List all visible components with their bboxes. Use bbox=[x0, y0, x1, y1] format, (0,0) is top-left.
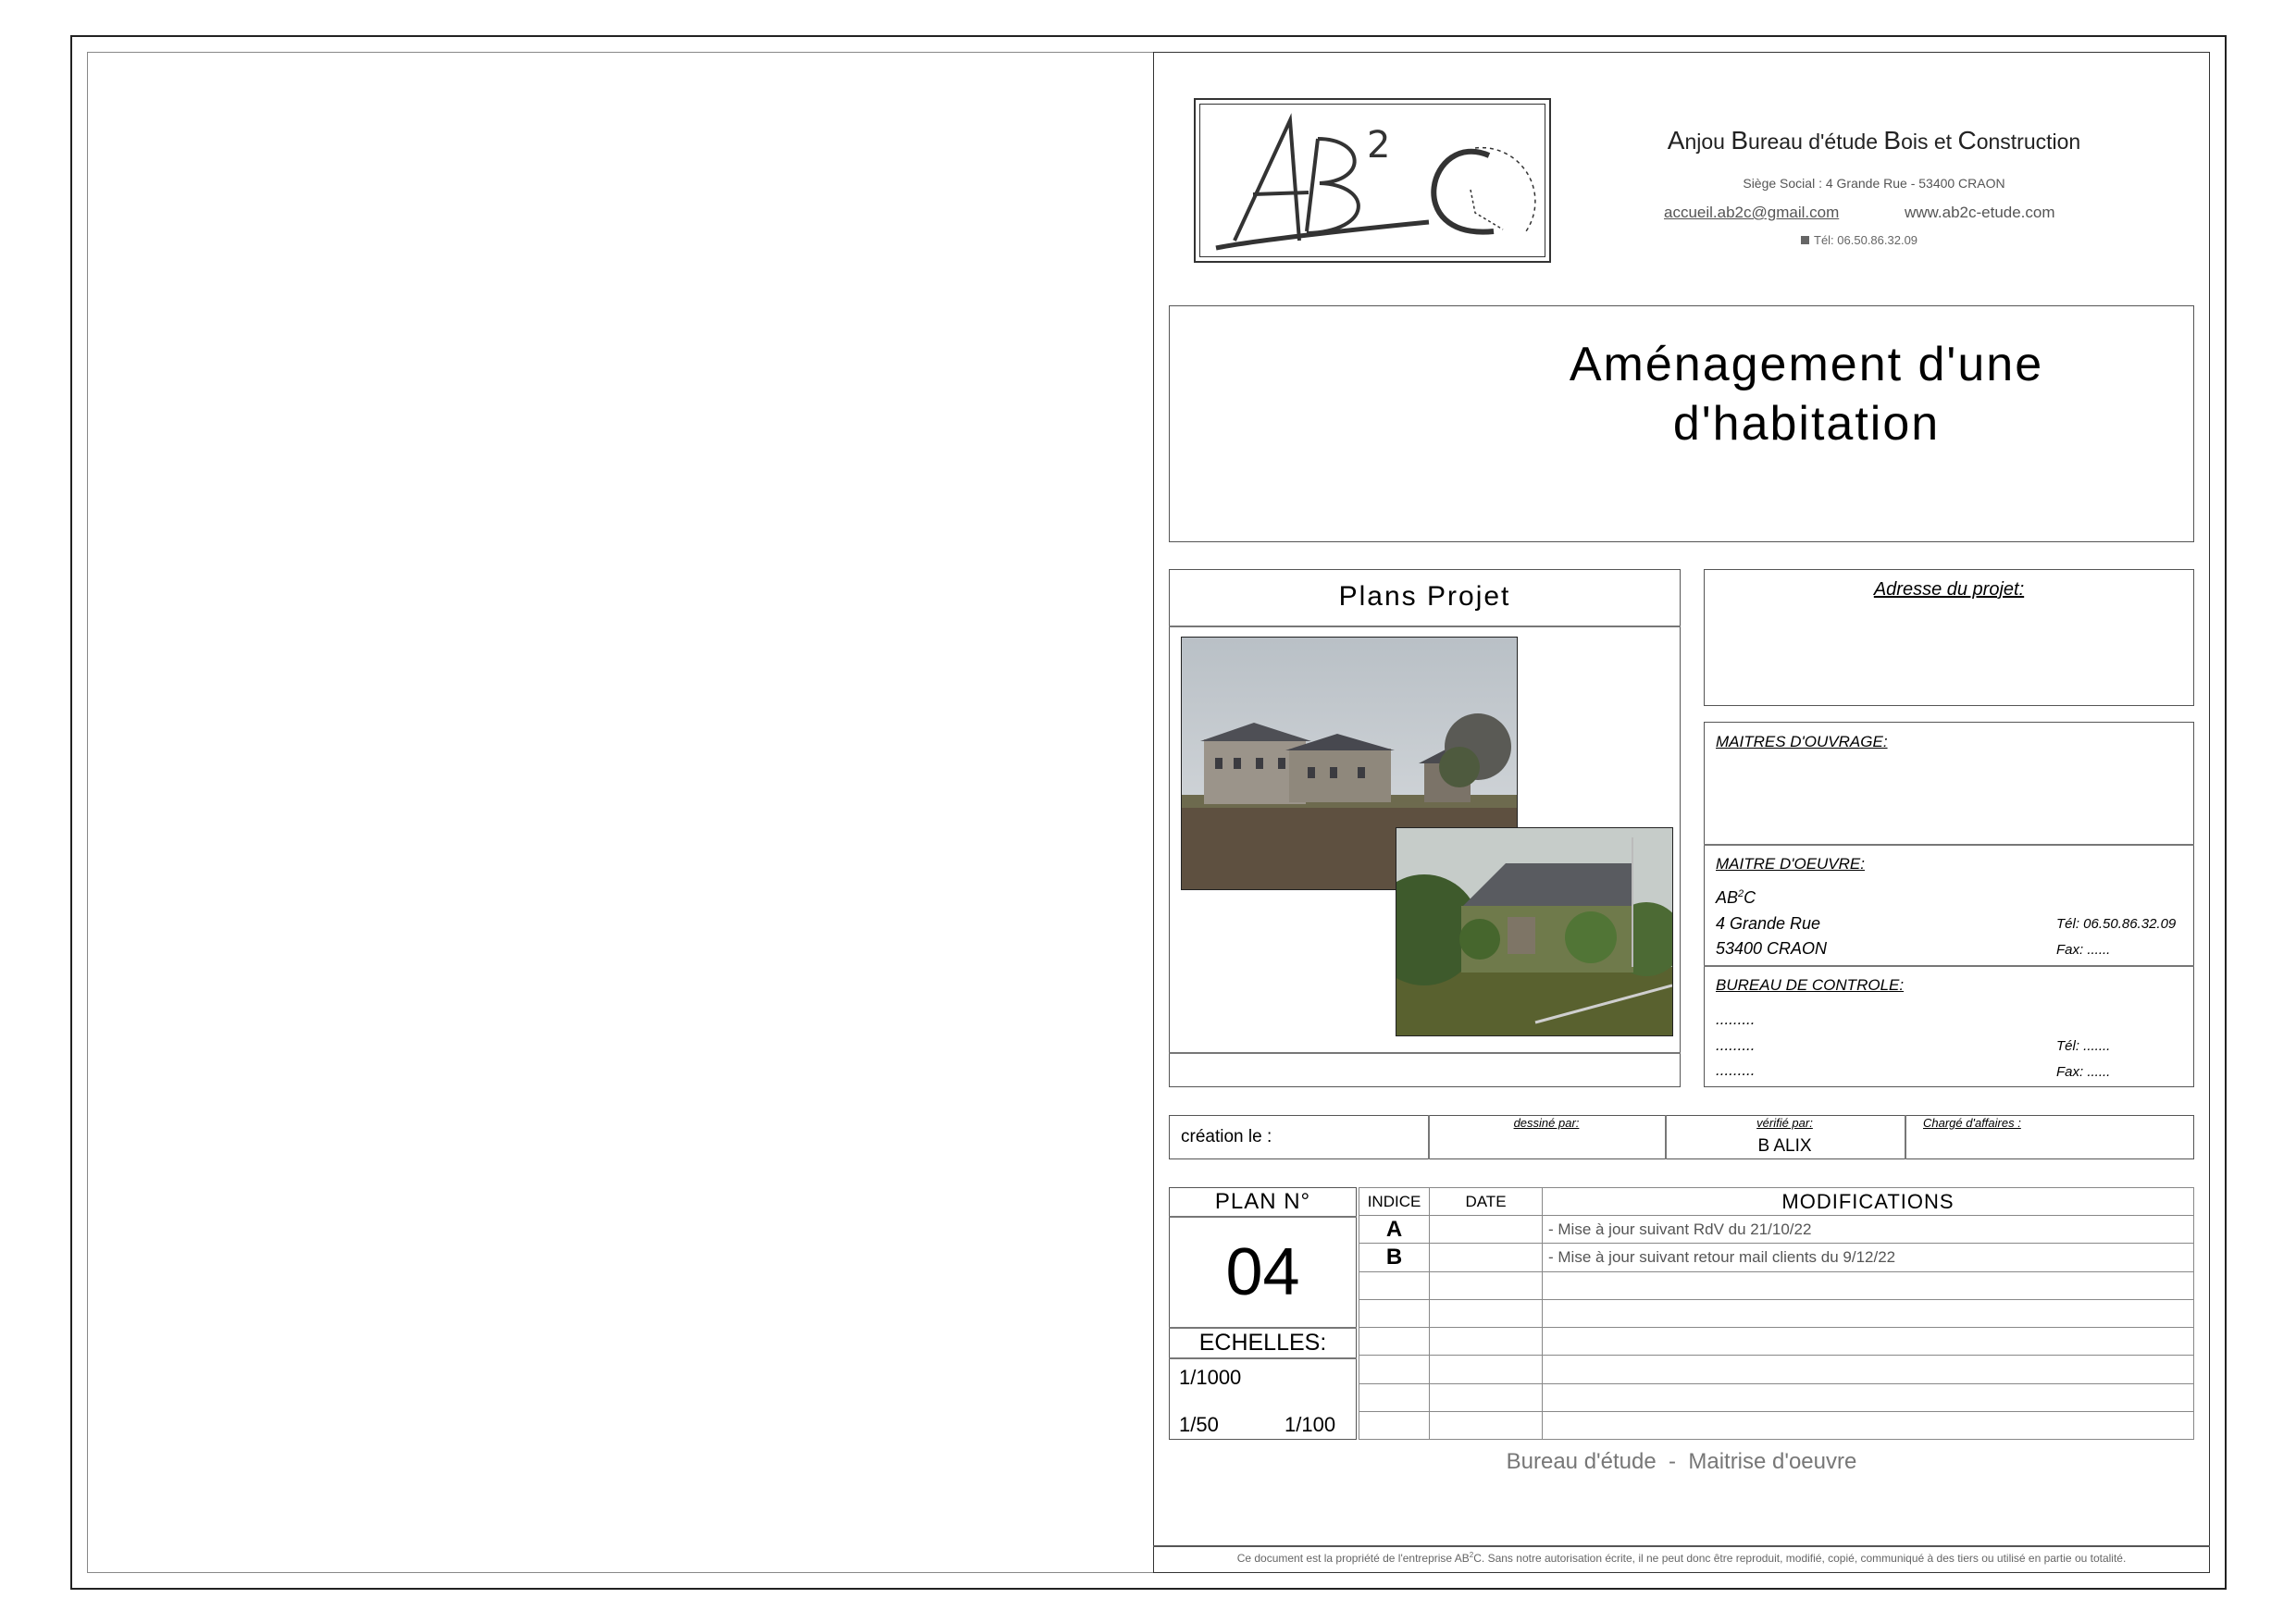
row-date bbox=[1430, 1383, 1543, 1411]
row-index bbox=[1359, 1383, 1430, 1411]
checked-by-value: B ALIX bbox=[1757, 1136, 1812, 1156]
col-modifications: MODIFICATIONS bbox=[1543, 1188, 2194, 1216]
address-label: Adresse du projet: bbox=[1873, 579, 2025, 600]
contractor-tel: Tél: 06.50.86.32.09 bbox=[2056, 916, 2177, 932]
table-row bbox=[1359, 1328, 2194, 1356]
contractor-label: MAITRE D'OEUVRE: bbox=[1716, 855, 1865, 873]
contractor-fax: Fax: ...... bbox=[2056, 942, 2111, 958]
control-line2: ......... bbox=[1716, 1036, 1756, 1054]
row-index bbox=[1359, 1271, 1430, 1299]
row-text bbox=[1543, 1411, 2194, 1439]
row-index bbox=[1359, 1328, 1430, 1356]
row-date bbox=[1430, 1271, 1543, 1299]
modifications-table bbox=[1359, 1187, 2194, 1440]
table-row bbox=[1359, 1244, 2194, 1271]
row-text bbox=[1543, 1328, 2194, 1356]
barn-photo bbox=[1396, 827, 1673, 1036]
company-logo bbox=[1194, 98, 1551, 263]
row-text: - Mise à jour suivant retour mail clients du 9/12/22 bbox=[1543, 1244, 2194, 1271]
manager-label: Chargé d'affaires : bbox=[1923, 1116, 2021, 1130]
row-text bbox=[1543, 1299, 2194, 1327]
table-row bbox=[1359, 1411, 2194, 1439]
checked-by-label: vérifié par: bbox=[1756, 1116, 1813, 1130]
company-phone: Tél: 06.50.86.32.09 bbox=[1801, 233, 1917, 247]
table-row bbox=[1359, 1299, 2194, 1327]
row-date bbox=[1430, 1244, 1543, 1271]
row-index bbox=[1359, 1299, 1430, 1327]
company-email[interactable]: accueil.ab2c@gmail.com bbox=[1664, 204, 1840, 221]
scales-label: ECHELLES: bbox=[1198, 1330, 1327, 1356]
scale-2: 1/50 bbox=[1179, 1413, 1219, 1436]
row-text bbox=[1543, 1271, 2194, 1299]
control-tel: Tél: ....... bbox=[2056, 1038, 2111, 1054]
company-website[interactable]: www.ab2c-etude.com bbox=[1905, 204, 2055, 221]
control-line3: ......... bbox=[1716, 1061, 1756, 1079]
plan-block bbox=[1169, 1187, 1357, 1440]
table-row bbox=[1359, 1216, 2194, 1244]
table-row bbox=[1359, 1383, 2194, 1411]
plan-label: PLAN N° bbox=[1214, 1189, 1311, 1214]
contractor-name: $AB^2C$ bbox=[1716, 888, 1756, 907]
control-label: BUREAU DE CONTROLE: bbox=[1716, 976, 1905, 994]
control-fax: Fax: ...... bbox=[2056, 1064, 2111, 1080]
project-title: Aménagement d'une d'habitation bbox=[1569, 338, 2044, 451]
row-date bbox=[1430, 1216, 1543, 1244]
parties-box bbox=[1704, 722, 2194, 1087]
footer-tagline: Bureau d'étude - Maitrise d'oeuvre bbox=[1506, 1449, 1857, 1474]
row-date bbox=[1430, 1356, 1543, 1383]
drawn-by-label: dessiné par: bbox=[1513, 1116, 1580, 1130]
row-index bbox=[1359, 1356, 1430, 1383]
contractor-city: 53400 CRAON bbox=[1716, 939, 1828, 958]
row-text bbox=[1543, 1383, 2194, 1411]
col-date: DATE bbox=[1430, 1188, 1543, 1216]
company-address: Siège Social : 4 Grande Rue - 53400 CRAON bbox=[1743, 176, 2005, 191]
row-date bbox=[1430, 1299, 1543, 1327]
table-row bbox=[1359, 1356, 2194, 1383]
contractor-street: 4 Grande Rue bbox=[1716, 914, 1821, 933]
row-index: A bbox=[1359, 1216, 1430, 1244]
col-index: INDICE bbox=[1359, 1188, 1430, 1216]
row-date bbox=[1430, 1328, 1543, 1356]
plans-heading: Plans Projet bbox=[1338, 581, 1511, 612]
table-row bbox=[1359, 1271, 2194, 1299]
modifications-header bbox=[1359, 1188, 2194, 1216]
row-index: B bbox=[1359, 1244, 1430, 1271]
plan-number: 04 bbox=[1225, 1235, 1300, 1309]
phone-icon bbox=[1801, 236, 1809, 244]
creation-label: création le : bbox=[1181, 1127, 1272, 1146]
svg-text:2: 2 bbox=[1367, 124, 1391, 167]
row-date bbox=[1430, 1411, 1543, 1439]
copyright-notice: Ce document est la propriété de l'entreprise $AB^2C$. Sans notre autorisation écrite, il ne peut donc être reproduit, modifié, copié, communiqué à des tiers ou utilisé en partie ou totalité. bbox=[1236, 1551, 2127, 1565]
scale-3: 1/100 bbox=[1285, 1413, 1336, 1436]
owners-label: MAITRES D'OUVRAGE: bbox=[1716, 733, 1888, 750]
company-name: Anjou Bureau d'étude Bois et Construction bbox=[1667, 126, 2081, 155]
row-index bbox=[1359, 1411, 1430, 1439]
control-line1: ......... bbox=[1716, 1010, 1756, 1028]
scale-1: 1/1000 bbox=[1179, 1366, 1242, 1389]
row-text bbox=[1543, 1356, 2194, 1383]
row-text: - Mise à jour suivant RdV du 21/10/22 bbox=[1543, 1216, 2194, 1244]
